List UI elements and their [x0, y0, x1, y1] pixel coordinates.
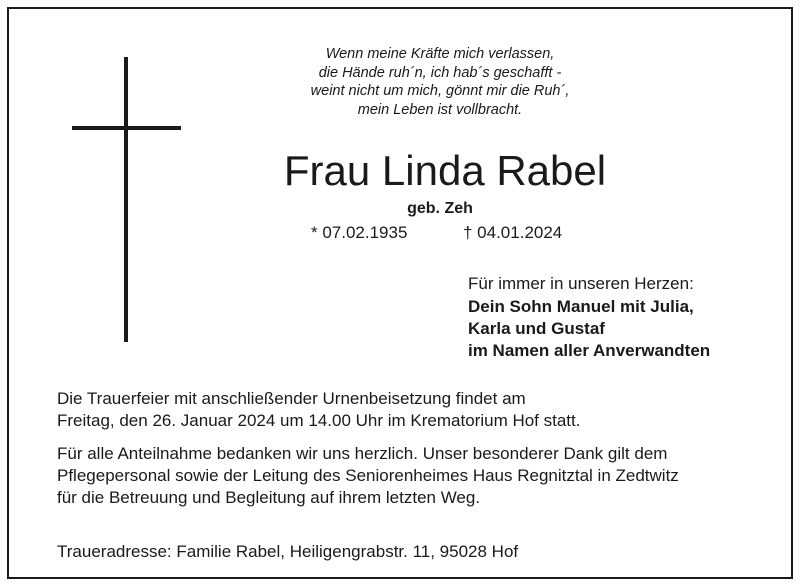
death-date: † 04.01.2024: [463, 223, 563, 242]
mourners-block: [468, 273, 778, 362]
ceremony-paragraph: [57, 388, 777, 432]
mourning-address: [57, 541, 777, 563]
poem-line: die Hände ruh´n, ich hab´s geschafft -: [318, 64, 562, 81]
cross-vertical-bar: [124, 57, 128, 342]
birth-date: * 07.02.1935: [311, 223, 408, 242]
poem-line: Wenn meine Kräfte mich verlassen,: [325, 46, 555, 62]
address-line: Traueradresse: Familie Rabel, Heiligengrabstr. 11, 95028 Hof: [57, 542, 519, 561]
mourner-line: Karla und Gustaf: [468, 319, 605, 338]
thanks-line: Pflegepersonal sowie der Leitung des Seniorenheimes Haus Regnitztal in Zedtwitz: [57, 466, 679, 485]
thanks-paragraph: [57, 443, 777, 509]
thanks-line: Für alle Anteilnahme bedanken wir uns herzlich. Unser besonderer Dank gilt dem: [57, 444, 668, 463]
poem-line: mein Leben ist vollbracht.: [357, 101, 523, 118]
memorial-poem: [240, 45, 640, 119]
ceremony-line: Freitag, den 26. Januar 2024 um 14.00 Uhr im Krematorium Hof statt.: [57, 411, 581, 430]
thanks-line: für die Betreuung und Begleitung auf ihrem letzten Weg.: [57, 488, 481, 507]
poem-line: weint nicht um mich, gönnt mir die Ruh´,: [310, 83, 570, 99]
maiden-name: geb. Zeh: [407, 200, 473, 217]
mourners-intro: Für immer in unseren Herzen:: [468, 274, 694, 293]
mourner-line: im Namen aller Anverwandten: [468, 341, 711, 360]
deceased-name: Frau Linda Rabel: [283, 147, 607, 194]
mourner-line: Dein Sohn Manuel mit Julia,: [468, 297, 694, 316]
cross-horizontal-bar: [72, 126, 181, 130]
ceremony-line: Die Trauerfeier mit anschließender Urnenbeisetzung findet am: [57, 389, 526, 408]
